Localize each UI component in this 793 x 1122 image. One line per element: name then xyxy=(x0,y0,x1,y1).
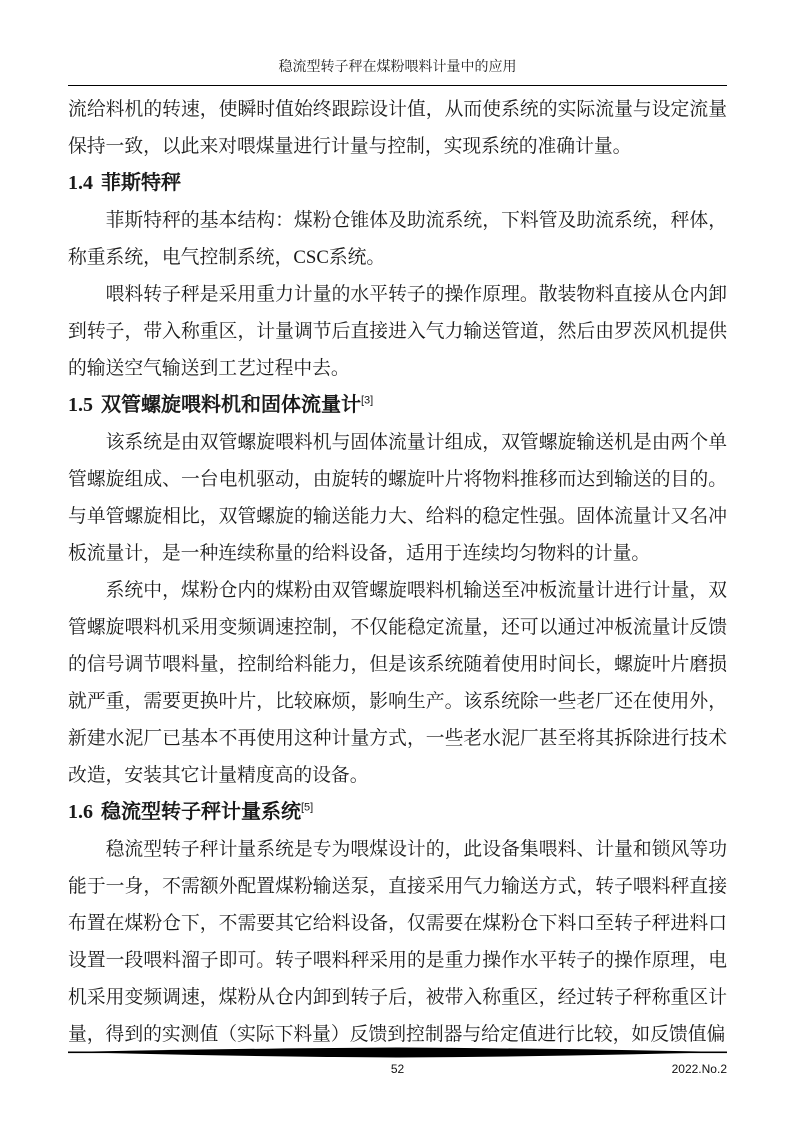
article-body xyxy=(68,91,727,1053)
section-heading-1-6 xyxy=(68,794,727,831)
running-header-title: 稳流型转子秤在煤粉喂料计量中的应用 xyxy=(68,58,727,86)
issue-label: 2022.No.2 xyxy=(671,1062,727,1076)
page-footer xyxy=(68,1046,727,1077)
section-number: 1.4 xyxy=(68,172,93,194)
section-title: 双管螺旋喂料机和固体流量计 xyxy=(101,394,361,416)
section-number: 1.5 xyxy=(68,394,93,416)
section-heading-1-5 xyxy=(68,387,727,424)
paragraph: 菲斯特秤的基本结构：煤粉仓锥体及助流系统，下料管及助流系统，秤体，称重系统，电气控制系统，CSC系统。 xyxy=(68,210,727,268)
paragraph: 稳流型转子秤计量系统是专为喂煤设计的，此设备集喂料、计量和锁风等功能于一身，不需额外配置煤粉输送泵，直接采用气力输送方式，转子喂料秤直接布置在煤粉仓下，不需要其它给料设备，仅需要在煤粉仓下料口至转子秤进料口设置一段喂料溜子即可。转子喂料秤采用的是重力操作水平转子的操作原理，电机采用变频调速，煤粉从仓内卸到转子后，被带入称重区，经过转子秤称重区计量，得到的实测值（实际下料量）反馈到控制器与给定值进行比较，如反馈值偏 xyxy=(68,839,727,1045)
paragraph: 喂料转子秤是采用重力计量的水平转子的操作原理。散装物料直接从仓内卸到转子，带入称重区，计量调节后直接进入气力输送管道，然后由罗茨风机提供的输送空气输送到工艺过程中去。 xyxy=(68,284,727,379)
footer-text-row xyxy=(68,1061,727,1077)
paragraph: 该系统是由双管螺旋喂料机与固体流量计组成，双管螺旋输送机是由两个单管螺旋组成、一台电机驱动，由旋转的螺旋叶片将物料推移而达到输送的目的。与单管螺旋相比，双管螺旋的输送能力大、给料的稳定性强。固体流量计又名冲板流量计，是一种连续称量的给料设备，适用于连续均匀物料的计量。 xyxy=(68,432,727,564)
section-title: 菲斯特秤 xyxy=(101,172,181,194)
section-heading-1-4 xyxy=(68,165,727,202)
citation-superscript: [3] xyxy=(361,394,374,407)
section-title: 稳流型转子秤计量系统 xyxy=(101,801,301,823)
paragraph: 系统中，煤粉仓内的煤粉由双管螺旋喂料机输送至冲板流量计进行计量，双管螺旋喂料机采用变频调速控制，不仅能稳定流量，还可以通过冲板流量计反馈的信号调节喂料量，控制给料能力，但是该系统随着使用时间长，螺旋叶片磨损就严重，需要更换叶片，比较麻烦，影响生产。该系统除一些老厂还在使用外，新建水泥厂已基本不再使用这种计量方式，一些老水泥厂甚至将其拆除进行技术改造，安装其它计量精度高的设备。 xyxy=(68,580,727,786)
section-number: 1.6 xyxy=(68,801,93,823)
page-number: 52 xyxy=(390,1062,405,1076)
citation-superscript: [5] xyxy=(301,801,314,814)
footer-rule-bar xyxy=(68,1046,727,1059)
paragraph-continuation: 流给料机的转速，使瞬时值始终跟踪设计值，从而使系统的实际流量与设定流量保持一致，以此来对喂煤量进行计量与控制，实现系统的准确计量。 xyxy=(68,99,727,157)
